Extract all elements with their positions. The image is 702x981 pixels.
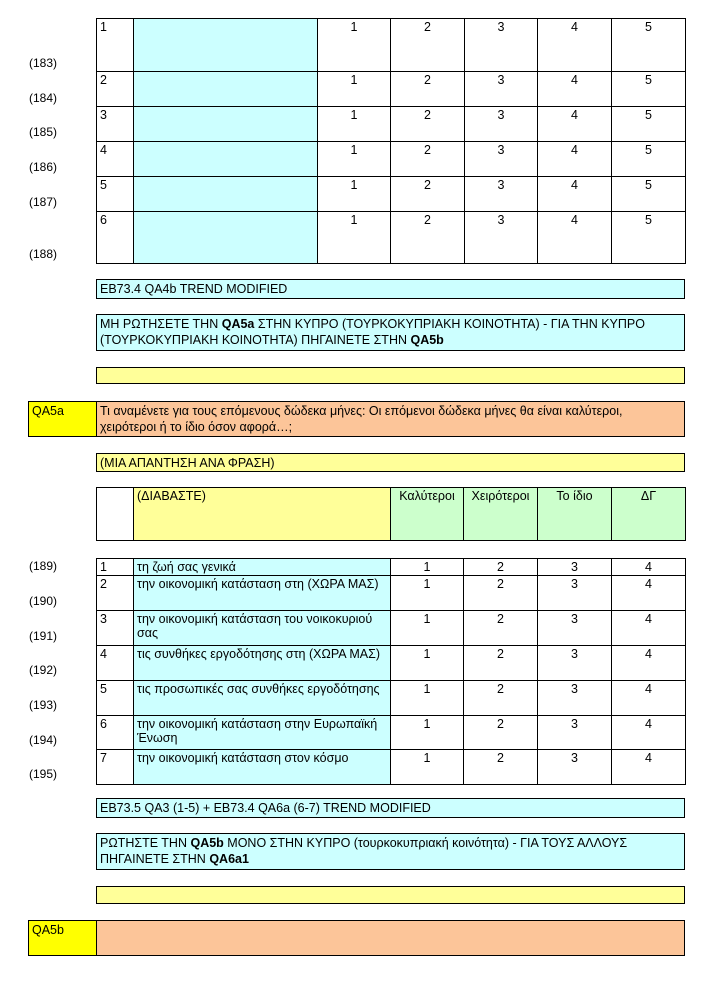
filter-bar — [96, 367, 685, 384]
code-cell: 4 — [538, 142, 612, 177]
code-cell: 4 — [538, 19, 612, 72]
trend-note: EB73.5 QA3 (1-5) + EB73.4 QA6a (6-7) TREND MODIFIED — [96, 798, 685, 818]
var-code: (185) — [29, 125, 58, 139]
row-number: 5 — [97, 681, 134, 716]
row-number: 7 — [97, 750, 134, 785]
table-row — [97, 646, 686, 681]
code-cell: 2 — [464, 750, 538, 785]
var-code: (193) — [29, 698, 58, 712]
question-ref: QA5b — [190, 836, 224, 850]
var-code: (186) — [29, 160, 58, 174]
code-cell: 3 — [465, 19, 538, 72]
row-number: 2 — [97, 576, 134, 611]
row-label-cell — [134, 72, 318, 107]
empty-cell — [97, 488, 134, 541]
table-row — [97, 559, 686, 576]
var-code: (184) — [29, 91, 58, 105]
code-cell: 4 — [538, 107, 612, 142]
code-cell: 5 — [612, 72, 686, 107]
code-cell: 3 — [465, 142, 538, 177]
var-code: (190) — [29, 594, 58, 608]
code-cell: 5 — [612, 177, 686, 212]
var-code: (183) — [29, 56, 58, 70]
code-cell: 3 — [465, 107, 538, 142]
code-cell: 4 — [612, 646, 686, 681]
column-header: Χειρότεροι — [464, 488, 538, 541]
filter-bar — [96, 886, 685, 904]
code-cell: 3 — [538, 646, 612, 681]
var-code: (195) — [29, 767, 58, 781]
row-number: 3 — [97, 107, 134, 142]
row-number: 1 — [97, 559, 134, 576]
code-cell: 4 — [612, 681, 686, 716]
code-cell: 4 — [538, 212, 612, 264]
row-label-cell — [134, 142, 318, 177]
answer-instruction: (ΜΙΑ ΑΠΑΝΤΗΣΗ ΑΝΑ ΦΡΑΣΗ) — [96, 453, 685, 472]
code-cell: 1 — [391, 559, 464, 576]
table-row — [97, 72, 686, 107]
table-row — [97, 142, 686, 177]
code-cell: 3 — [538, 611, 612, 646]
table-row — [97, 716, 686, 750]
column-header: ΔΓ — [612, 488, 686, 541]
row-label-cell — [134, 212, 318, 264]
read-out-label: (ΔΙΑΒΑΣΤΕ) — [134, 488, 391, 541]
code-cell: 1 — [391, 681, 464, 716]
table-row — [97, 611, 686, 646]
question-id: QA5b — [28, 920, 97, 956]
code-cell: 3 — [465, 212, 538, 264]
item-text: τη ζωή σας γενικά — [134, 559, 391, 576]
question-ref: QA5b — [410, 333, 444, 347]
var-code: (188) — [29, 247, 58, 261]
row-number: 4 — [97, 646, 134, 681]
table-row — [97, 19, 686, 72]
code-cell: 3 — [465, 72, 538, 107]
question-ref: QA5a — [221, 317, 255, 331]
code-cell: 3 — [465, 177, 538, 212]
top-table — [96, 18, 686, 264]
code-cell: 1 — [318, 19, 391, 72]
instruction-text: ΣΤΗΝ ΚΥΠΡΟ (ΤΟΥΡΚΟΚΥΠΡΙΑΚΗ ΚΟΙΝΟΤΗΤΑ) - ΓΙΑ ΤΗΝ ΚΥΠΡΟ (ΤΟΥΡΚΟΚΥΠΡΙΑΚΗ ΚΟΙΝΟΤΗΤΑ) ΠΗΓΑΙΝΕΤΕ ΣΤΗΝ — [100, 317, 645, 347]
row-number: 6 — [97, 212, 134, 264]
table-row — [97, 750, 686, 785]
item-text: την οικονομική κατάσταση στον κόσμο — [134, 750, 391, 785]
code-cell: 3 — [538, 716, 612, 750]
code-cell: 2 — [391, 142, 465, 177]
column-header: Καλύτεροι — [391, 488, 464, 541]
column-header: Το ίδιο — [538, 488, 612, 541]
code-cell: 3 — [538, 559, 612, 576]
code-cell: 3 — [538, 681, 612, 716]
code-cell: 2 — [464, 716, 538, 750]
table-row — [97, 177, 686, 212]
var-code: (192) — [29, 663, 58, 677]
code-cell: 1 — [391, 750, 464, 785]
code-cell: 5 — [612, 19, 686, 72]
code-cell: 5 — [612, 107, 686, 142]
item-text: την οικονομική κατάσταση του νοικοκυριού σας — [134, 611, 391, 646]
question-text: Τι αναμένετε για τους επόμενους δώδεκα μήνες: Οι επόμενοι δώδεκα μήνες θα είναι καλύτεροι, χειρότεροι ή το ίδιο όσον αφορά…; — [96, 401, 685, 437]
code-cell: 1 — [318, 107, 391, 142]
code-cell: 3 — [538, 576, 612, 611]
code-cell: 1 — [318, 142, 391, 177]
code-cell: 4 — [612, 576, 686, 611]
code-cell: 1 — [318, 212, 391, 264]
var-code: (194) — [29, 733, 58, 747]
question-ref: QA6a1 — [209, 852, 249, 866]
item-text: τις προσωπικές σας συνθήκες εργοδότησης — [134, 681, 391, 716]
question-text — [96, 920, 685, 956]
row-number: 3 — [97, 611, 134, 646]
code-cell: 1 — [391, 576, 464, 611]
table-row — [97, 681, 686, 716]
code-cell: 4 — [612, 611, 686, 646]
code-cell: 2 — [391, 72, 465, 107]
code-cell: 4 — [612, 750, 686, 785]
row-number: 5 — [97, 177, 134, 212]
code-cell: 1 — [318, 177, 391, 212]
row-number: 1 — [97, 19, 134, 72]
code-cell: 5 — [612, 212, 686, 264]
row-label-cell — [134, 177, 318, 212]
trend-note: EB73.4 QA4b TREND MODIFIED — [96, 279, 685, 299]
code-cell: 2 — [464, 611, 538, 646]
item-text: την οικονομική κατάσταση στην Ευρωπαϊκή Ένωση — [134, 716, 391, 750]
var-code: (189) — [29, 559, 58, 573]
item-text: τις συνθήκες εργοδότησης στη (ΧΩΡΑ ΜΑΣ) — [134, 646, 391, 681]
qa5a-header — [96, 487, 686, 541]
row-number: 4 — [97, 142, 134, 177]
item-text: την οικονομική κατάσταση στη (ΧΩΡΑ ΜΑΣ) — [134, 576, 391, 611]
var-code: (191) — [29, 629, 58, 643]
table-row — [97, 212, 686, 264]
instruction-text: ΜΗ ΡΩΤΗΣΕΤΕ ΤΗΝ — [100, 317, 222, 331]
code-cell: 1 — [391, 611, 464, 646]
code-cell: 4 — [538, 177, 612, 212]
table-row — [97, 107, 686, 142]
qa5a-table — [96, 558, 686, 785]
code-cell: 2 — [464, 681, 538, 716]
row-label-cell — [134, 19, 318, 72]
code-cell: 2 — [391, 177, 465, 212]
question-id: QA5a — [28, 401, 97, 437]
code-cell: 2 — [464, 646, 538, 681]
code-cell: 4 — [538, 72, 612, 107]
code-cell: 2 — [464, 576, 538, 611]
code-cell: 4 — [612, 559, 686, 576]
code-cell: 2 — [391, 107, 465, 142]
code-cell: 2 — [391, 19, 465, 72]
instruction-text: ΡΩΤΗΣΤΕ ΤΗΝ — [100, 836, 191, 850]
routing-instruction — [96, 314, 685, 351]
code-cell: 1 — [391, 646, 464, 681]
row-label-cell — [134, 107, 318, 142]
var-code: (187) — [29, 195, 58, 209]
code-cell: 1 — [318, 72, 391, 107]
instruction-text: ΜΟΝΟ ΣΤΗΝ ΚΥΠΡΟ (τουρκοκυπριακή κοινότητα) - ΓΙΑ ΤΟΥΣ ΑΛΛΟΥΣ ΠΗΓΑΙΝΕΤΕ ΣΤΗΝ — [100, 836, 628, 866]
code-cell: 1 — [391, 716, 464, 750]
routing-instruction — [96, 833, 685, 870]
row-number: 6 — [97, 716, 134, 750]
code-cell: 5 — [612, 142, 686, 177]
code-cell: 3 — [538, 750, 612, 785]
code-cell: 4 — [612, 716, 686, 750]
code-cell: 2 — [464, 559, 538, 576]
code-cell: 2 — [391, 212, 465, 264]
row-number: 2 — [97, 72, 134, 107]
table-row — [97, 576, 686, 611]
